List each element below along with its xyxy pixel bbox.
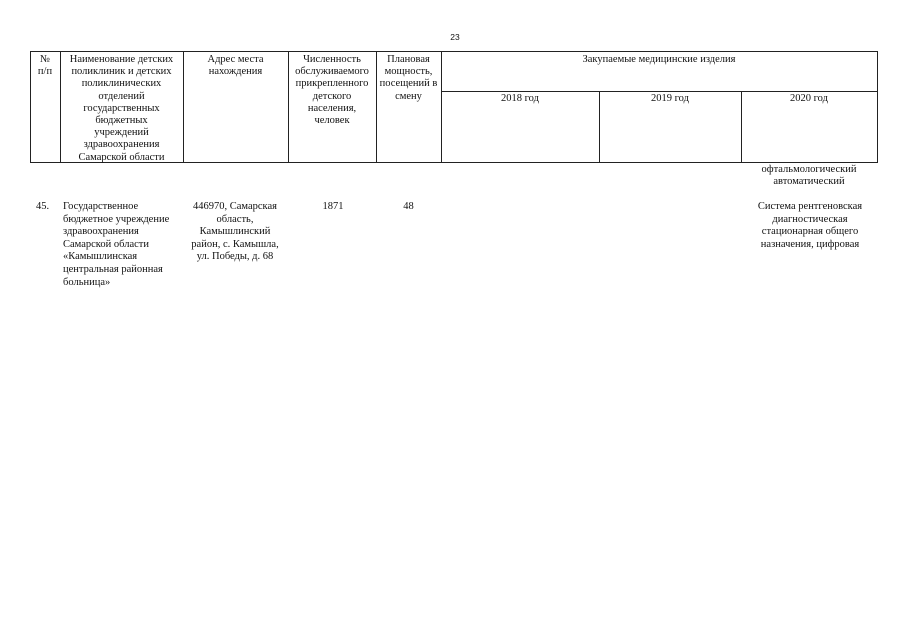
continuation-2020 bbox=[741, 164, 877, 188]
header-name-line: отделений bbox=[98, 90, 145, 102]
row-name-line: больница» bbox=[63, 276, 111, 288]
header-capacity-line: Плановая bbox=[387, 54, 430, 65]
row-name-line: центральная районная bbox=[63, 263, 163, 275]
row-name-line: «Камышлинская bbox=[63, 251, 138, 263]
header-year-2018: 2018 год bbox=[501, 93, 539, 104]
header-num bbox=[30, 54, 60, 78]
header-name-line: государственных bbox=[83, 102, 160, 114]
header-address bbox=[183, 54, 288, 78]
header-population-line: человек bbox=[314, 115, 350, 127]
row-capacity: 48 bbox=[403, 201, 414, 212]
header-capacity-line: мощность, bbox=[384, 66, 433, 78]
header-name-line: бюджетных bbox=[95, 115, 148, 127]
header-population-line: населения, bbox=[307, 102, 357, 114]
header-name-line: учреждений bbox=[94, 127, 149, 139]
row-address-line: область, bbox=[216, 213, 254, 225]
table-border-col5 bbox=[441, 51, 442, 162]
header-year-2020: 2020 год bbox=[790, 93, 828, 104]
row-2020-line: стационарная общего bbox=[761, 226, 859, 238]
header-num-line: № bbox=[39, 54, 51, 65]
row-address-line: ул. Победы, д. 68 bbox=[196, 251, 274, 263]
header-capacity bbox=[376, 54, 441, 103]
header-capacity-line: посещений в bbox=[379, 78, 438, 90]
header-population-line: Численность bbox=[303, 54, 361, 65]
header-name-line: Наименование детских bbox=[69, 54, 174, 65]
header-name-line: поликлинических bbox=[81, 78, 162, 90]
continuation-2020-line: офтальмологический bbox=[761, 164, 857, 175]
row-address-line: Камышлинский bbox=[199, 226, 271, 238]
row-name-line: бюджетное учреждение bbox=[63, 213, 170, 225]
header-num-line: п/п bbox=[37, 66, 53, 78]
header-name-line: поликлиник и детских bbox=[71, 66, 172, 78]
row-address bbox=[183, 201, 287, 264]
header-name-line: здравоохранения bbox=[83, 139, 160, 151]
row-2020-devices bbox=[742, 201, 878, 251]
header-name-line: Самарской области bbox=[78, 151, 165, 163]
row-population: 1871 bbox=[322, 201, 344, 212]
table-border-year-split bbox=[441, 91, 877, 92]
header-name bbox=[60, 54, 183, 164]
row-name-line: Государственное bbox=[63, 201, 139, 212]
header-population-line: прикрепленного bbox=[295, 78, 369, 90]
row-address-line: 446970, Самарская bbox=[193, 201, 277, 212]
row-2020-line: диагностическая bbox=[772, 213, 848, 225]
header-population-line: детского bbox=[312, 90, 352, 102]
row-2020-line: назначения, цифровая bbox=[760, 238, 860, 250]
row-num: 45. bbox=[36, 201, 50, 212]
row-name-line: здравоохранения bbox=[63, 226, 139, 238]
continuation-2020-line: автоматический bbox=[773, 176, 845, 187]
header-devices: Закупаемые медицинские изделия bbox=[582, 54, 736, 65]
row-2020-line: Система рентгеновская bbox=[757, 201, 863, 212]
header-year-2019: 2019 год bbox=[651, 93, 689, 104]
page-number: 23 bbox=[450, 32, 460, 42]
row-address-line: район, с. Камышла, bbox=[191, 238, 279, 250]
header-capacity-line: смену bbox=[395, 90, 422, 102]
row-name bbox=[63, 201, 183, 289]
row-name-line: Самарской области bbox=[63, 238, 149, 250]
header-population-line: обслуживаемого bbox=[295, 66, 369, 78]
header-address-line: Адрес места bbox=[207, 54, 264, 65]
header-address-line: нахождения bbox=[208, 66, 263, 78]
header-population bbox=[288, 54, 376, 127]
